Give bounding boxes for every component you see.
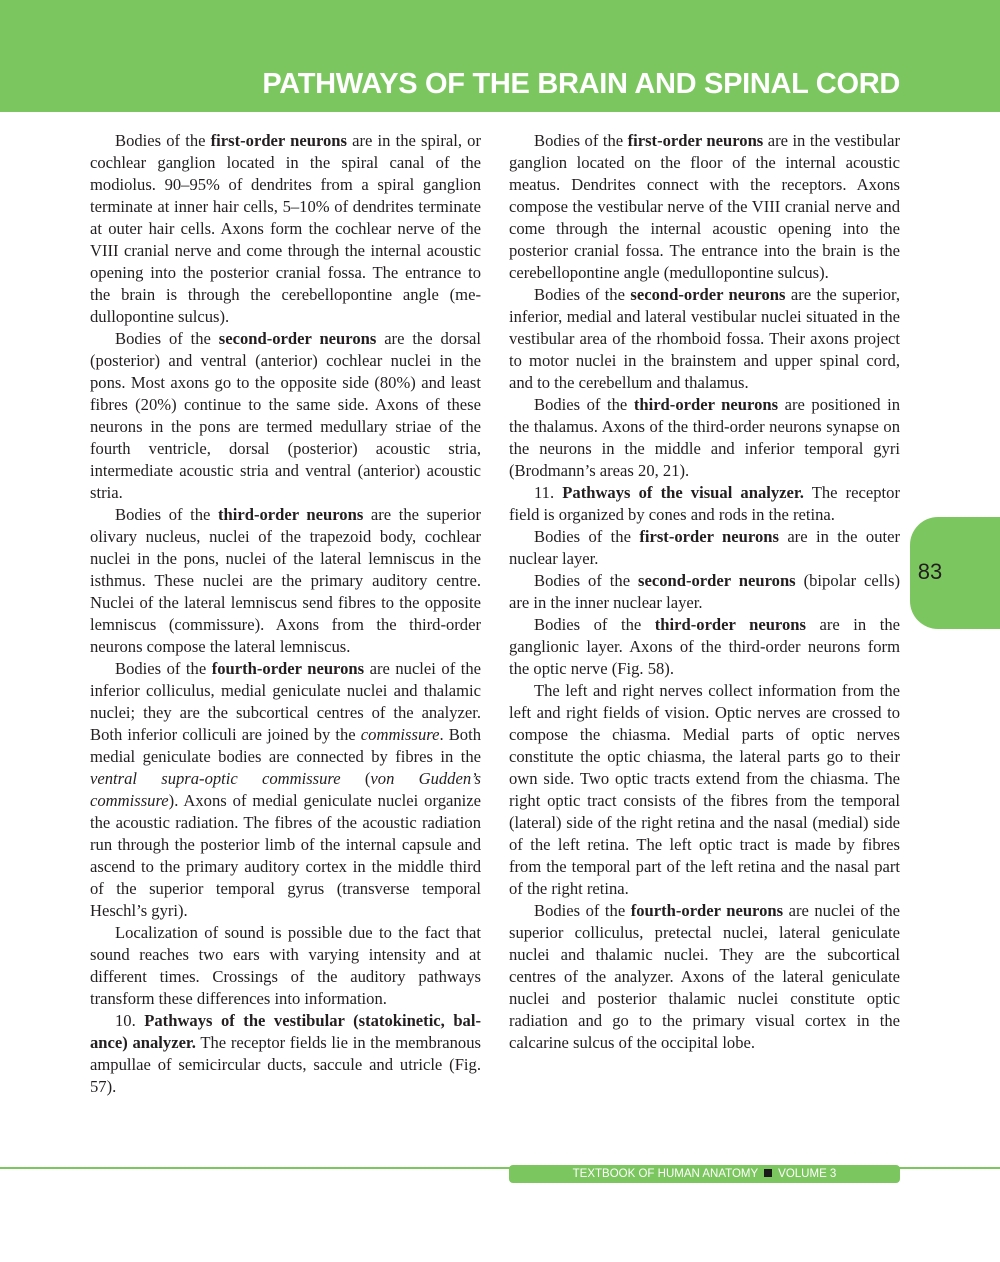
- text-column-right: [509, 130, 900, 1054]
- bold-term: first-order neurons: [627, 131, 764, 150]
- text-run: (bipolar cells) are in the inner nuclear layer.: [509, 571, 900, 612]
- text-run: are positioned in the thalamus. Axons of the third-order neurons synapse on the neurons in the middle and inferior temporal gyri (Brodmann’s areas 20, 21).: [509, 395, 901, 480]
- paragraph: [90, 922, 481, 1010]
- paragraph: [509, 394, 900, 482]
- bold-term: first-order neurons: [210, 131, 347, 150]
- text-run: The receptor fields lie in the membranous ampullae of semicircular ducts, saccule and utricle (Fig. 57).: [90, 1033, 481, 1096]
- text-run: Bodies of the: [534, 615, 655, 634]
- bold-term: fourth-order neurons: [211, 659, 365, 678]
- text-run: are in the spiral, or cochlear ganglion located in the spiral canal of the modiolus. 90–95% of dendrites from a spiral ganglion terminate at inner hair cells, 5–10% of dendrites terminate at outer hair cells. Axons form the cochlear nerve of the VIII cranial nerve and come through the internal acoustic opening into the posterior cranial fossa. The entrance to the brain is through the cerebellopontine angle (medullopontine sulcus).: [90, 131, 482, 326]
- footer-volume: VOLUME 3: [778, 1168, 837, 1180]
- text-run: Bodies of the: [115, 505, 218, 524]
- text-run: 10.: [115, 1011, 145, 1030]
- bold-term: fourth-order neurons: [630, 901, 784, 920]
- text-run: The receptor field is organized by cones and rods in the retina.: [509, 483, 900, 524]
- text-run: Bodies of the: [534, 285, 631, 304]
- paragraph: [509, 570, 900, 614]
- paragraph: [509, 284, 900, 394]
- text-run: are the dorsal (posterior) and ventral (anterior) cochlear nuclei in the pons. Most axons go to the opposite side (80%) and least fibres (20%) continue to the same side. Axons of these neurons in the pons are termed medullary striae of the fourth ventricle, dorsal (posterior) acoustic stria, intermediate acoustic stria and ventral (anterior) acoustic stria.: [90, 329, 482, 502]
- bold-term: third-order neurons: [654, 615, 806, 634]
- text-run: Bodies of the: [115, 131, 211, 150]
- bold-term: second-order neurons: [638, 571, 796, 590]
- paragraph: [509, 526, 900, 570]
- italic-term: ventral supra-optic commissure: [90, 769, 341, 788]
- italic-term: commissure: [360, 725, 440, 744]
- bold-term: third-order neurons: [218, 505, 364, 524]
- italic-term: von Gudden’s commissure: [90, 769, 481, 810]
- footer-book-title: TEXTBOOK OF HUMAN ANATOMY: [572, 1168, 759, 1180]
- paragraph: [509, 614, 900, 680]
- text-run: are the superior olivary nucleus, nuclei of the trapezoid body, cochlear nuclei in the pons, nuclei of the lateral lemniscus in the isthmus. These nuclei are the primary auditory centre. Nuclei of the lateral lemniscus send fibres to the opposite lemniscus (commissure). Axons from the third-order neurons compose the lateral lemniscus.: [90, 505, 481, 656]
- paragraph: [90, 658, 481, 922]
- text-run: Bodies of the: [534, 571, 639, 590]
- text-run: are in the vestibular ganglion located on the floor of the internal acoustic meatus. Dendrites connect with the receptors. Axons compose the vestibular nerve of the VIII cranial nerve and come through the internal acoustic opening into the posterior cranial fossa. The entrance into the brain is the cerebellopontine angle (medullopontine sulcus).: [509, 131, 900, 282]
- page-header: [0, 0, 1000, 112]
- text-run: are in the ganglionic layer. Axons of the third-order neurons form the optic nerve (Fig. 58).: [509, 615, 900, 678]
- text-run: are in the outer nuclear layer.: [509, 527, 900, 568]
- chapter-title: PATHWAYS OF THE BRAIN AND SPINAL CORD: [262, 68, 900, 100]
- text-run: Bodies of the: [534, 131, 628, 150]
- bold-term: second-order neurons: [630, 285, 786, 304]
- bold-term: Pathways of the vestibular (statokinetic, balance) analyzer.: [90, 1011, 481, 1052]
- text-run: Bodies of the: [115, 659, 212, 678]
- text-run: are nuclei of the inferior colliculus, medial geniculate nuclei and thalamic nuclei; they are the subcortical centres of the analyzer. Both inferior colliculi are joined by the: [90, 659, 481, 744]
- text-run: (: [340, 769, 371, 788]
- text-column-left: [90, 130, 481, 1098]
- footer-label: [509, 1165, 900, 1183]
- paragraph: [90, 1010, 481, 1098]
- text-run: . Both medial geniculate bodies are connected by fibres in the: [90, 725, 482, 766]
- text-run: ). Axons of medial geniculate nuclei organize the acoustic radiation. The fibres of the acoustic radiation run through the posterior limb of the internal capsule and ascend to the primary auditory cortex in the middle third of the superior temporal gyrus (transverse temporal Heschl’s gyri).: [90, 791, 481, 920]
- page-number: 83: [917, 559, 943, 584]
- bold-term: first-order neurons: [639, 527, 779, 546]
- text-run: Bodies of the: [534, 901, 631, 920]
- paragraph: [509, 900, 900, 1054]
- paragraph: [509, 680, 900, 900]
- text-run: Localization of sound is possible due to the fact that sound reaches two ears with varying intensity and at different times. Crossings of the auditory pathways transform these differences into information.: [90, 923, 481, 1008]
- text-run: The left and right nerves collect information from the left and right fields of vision. Optic nerves are crossed to compose the chiasma. Medial parts of optic nerves constitute the optic chiasma, the lateral parts go to their own side. Two optic tracts extend from the chiasma. The right optic tract consists of the fibres from the temporal (lateral) side of the right retina and the nasal (medial) side of the left retina. The left optic tract is made by fibres from the temporal part of the left retina and the nasal part of the right retina.: [509, 681, 900, 898]
- text-run: are the superior, inferior, medial and lateral vestibular nuclei situated in the vestibular area of the rhomboid fossa. Their axons project to motor nuclei in the brainstem and upper spinal cord, and to the cerebellum and thalamus.: [509, 285, 901, 392]
- text-run: Bodies of the: [115, 329, 219, 348]
- paragraph: [90, 328, 481, 504]
- paragraph: [509, 130, 900, 284]
- text-run: 11.: [534, 483, 563, 502]
- paragraph: [90, 130, 481, 328]
- text-run: are nuclei of the superior colliculus, pretectal nuclei, lateral geniculate nuclei and thalamic nuclei. They are the subcortical centres of the analyzer. Axons of the lateral geniculate nuclei and posterior thalamic nuclei constitute optic radiation and go to the primary visual cortex in the calcarine sulcus of the occipital lobe.: [509, 901, 900, 1052]
- bold-term: second-order neurons: [218, 329, 377, 348]
- paragraph: [509, 482, 900, 526]
- bold-term: Pathways of the visual analyzer.: [562, 483, 804, 502]
- text-run: Bodies of the: [534, 395, 634, 414]
- text-run: Bodies of the: [534, 527, 640, 546]
- paragraph: [90, 504, 481, 658]
- page-number-tab: [910, 517, 1000, 629]
- bold-term: third-order neurons: [633, 395, 779, 414]
- square-bullet-icon: [764, 1169, 772, 1177]
